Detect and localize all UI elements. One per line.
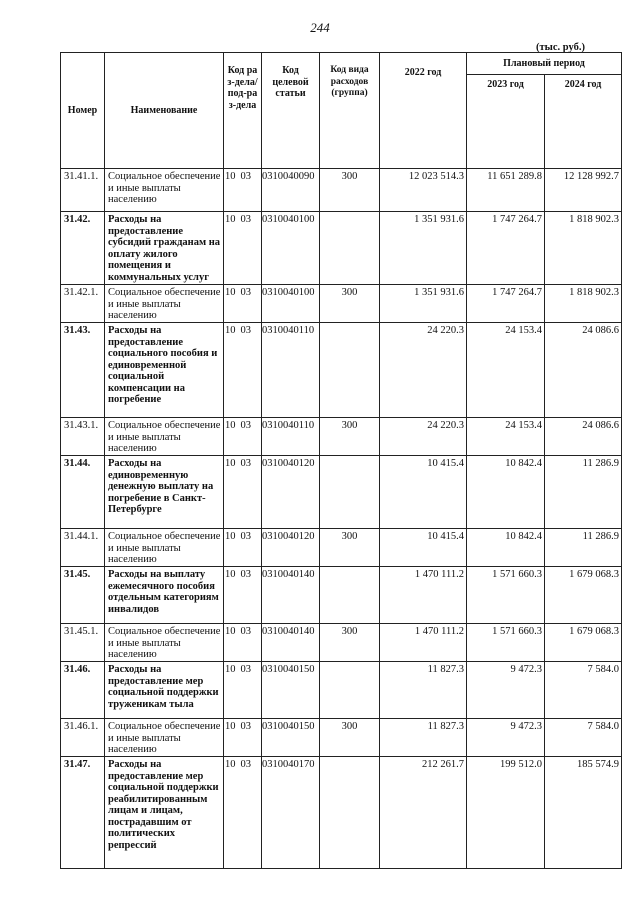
row-target-code: 0310040170	[262, 757, 320, 869]
row-value-2024: 7 584.0	[545, 662, 622, 719]
row-section-code: 10 03	[224, 529, 262, 567]
table-row	[61, 212, 622, 285]
row-section-code: 10 03	[224, 212, 262, 285]
row-expense-type: 300	[320, 529, 380, 567]
row-number: 31.45.	[61, 567, 105, 624]
row-section-code: 10 03	[224, 567, 262, 624]
row-value-2024: 24 086.6	[545, 418, 622, 456]
row-number: 31.41.1.	[61, 169, 105, 212]
row-value-2022: 11 827.3	[380, 719, 467, 757]
row-value-2022: 10 415.4	[380, 529, 467, 567]
row-value-2022: 1 351 931.6	[380, 285, 467, 323]
row-value-2022: 1 470 111.2	[380, 624, 467, 662]
row-value-2024: 11 286.9	[545, 529, 622, 567]
row-expense-type: 300	[320, 719, 380, 757]
row-value-2022: 1 351 931.6	[380, 212, 467, 285]
row-number: 31.45.1.	[61, 624, 105, 662]
row-target-code: 0310040150	[262, 719, 320, 757]
header-section: Код раз-дела/ под-раз-дела	[224, 53, 262, 169]
row-expense-type	[320, 212, 380, 285]
budget-table	[60, 52, 622, 869]
row-value-2024: 1 818 902.3	[545, 285, 622, 323]
table-row	[61, 529, 622, 567]
row-name: Расходы на предоставление мер социальной поддержки труженикам тыла	[105, 662, 224, 719]
row-number: 31.42.1.	[61, 285, 105, 323]
row-section-code: 10 03	[224, 285, 262, 323]
row-number: 31.47.	[61, 757, 105, 869]
header-2024: 2024 год	[545, 75, 622, 169]
header-2023: 2023 год	[467, 75, 545, 169]
header-target: Код целевой статьи	[262, 53, 320, 169]
row-name: Социальное обеспечение и иные выплаты населению	[105, 285, 224, 323]
row-number: 31.44.	[61, 456, 105, 529]
row-expense-type	[320, 456, 380, 529]
table-row	[61, 418, 622, 456]
row-value-2023: 1 747 264.7	[467, 212, 545, 285]
table-row	[61, 757, 622, 869]
row-value-2024: 1 679 068.3	[545, 567, 622, 624]
row-name: Расходы на предоставление социального пособия и единовременной социальной компенсации на погребение	[105, 323, 224, 418]
row-target-code: 0310040100	[262, 212, 320, 285]
row-number: 31.42.	[61, 212, 105, 285]
row-section-code: 10 03	[224, 662, 262, 719]
row-expense-type: 300	[320, 418, 380, 456]
row-section-code: 10 03	[224, 757, 262, 869]
table-row	[61, 169, 622, 212]
row-value-2023: 11 651 289.8	[467, 169, 545, 212]
header-number: Номер	[61, 53, 105, 169]
row-value-2024: 185 574.9	[545, 757, 622, 869]
row-target-code: 0310040090	[262, 169, 320, 212]
row-value-2023: 1 571 660.3	[467, 624, 545, 662]
row-expense-type: 300	[320, 285, 380, 323]
row-value-2023: 10 842.4	[467, 456, 545, 529]
row-value-2023: 1 747 264.7	[467, 285, 545, 323]
row-value-2024: 24 086.6	[545, 323, 622, 418]
row-value-2024: 12 128 992.7	[545, 169, 622, 212]
header-expense-type: Код вида расходов (группа)	[320, 53, 380, 169]
page-number: 244	[310, 20, 330, 35]
row-expense-type: 300	[320, 624, 380, 662]
row-value-2023: 199 512.0	[467, 757, 545, 869]
row-value-2023: 10 842.4	[467, 529, 545, 567]
row-value-2022: 12 023 514.3	[380, 169, 467, 212]
row-value-2023: 24 153.4	[467, 323, 545, 418]
row-value-2024: 1 818 902.3	[545, 212, 622, 285]
row-name: Социальное обеспечение и иные выплаты населению	[105, 719, 224, 757]
row-expense-type	[320, 662, 380, 719]
row-number: 31.46.1.	[61, 719, 105, 757]
row-value-2023: 24 153.4	[467, 418, 545, 456]
row-value-2023: 1 571 660.3	[467, 567, 545, 624]
row-target-code: 0310040150	[262, 662, 320, 719]
row-value-2023: 9 472.3	[467, 719, 545, 757]
row-name: Расходы на предоставление мер социальной поддержки реабилитированным лицам и лицам, пострадавшим от политических репрессий	[105, 757, 224, 869]
row-value-2022: 212 261.7	[380, 757, 467, 869]
table-row	[61, 285, 622, 323]
row-value-2022: 24 220.3	[380, 418, 467, 456]
table-row	[61, 323, 622, 418]
row-target-code: 0310040140	[262, 624, 320, 662]
table-row	[61, 719, 622, 757]
row-name: Расходы на предоставление субсидий гражданам на оплату жилого помещения и коммунальных услуг	[105, 212, 224, 285]
row-section-code: 10 03	[224, 456, 262, 529]
table-row	[61, 567, 622, 624]
row-expense-type: 300	[320, 169, 380, 212]
row-value-2024: 1 679 068.3	[545, 624, 622, 662]
row-section-code: 10 03	[224, 719, 262, 757]
row-number: 31.43.	[61, 323, 105, 418]
row-name: Расходы на единовременную денежную выплату на погребение в Санкт-Петербурге	[105, 456, 224, 529]
row-expense-type	[320, 323, 380, 418]
row-value-2022: 1 470 111.2	[380, 567, 467, 624]
row-value-2024: 11 286.9	[545, 456, 622, 529]
header-name: Наименование	[105, 53, 224, 169]
row-value-2022: 10 415.4	[380, 456, 467, 529]
table-row	[61, 624, 622, 662]
row-target-code: 0310040120	[262, 529, 320, 567]
row-target-code: 0310040140	[262, 567, 320, 624]
row-section-code: 10 03	[224, 418, 262, 456]
row-value-2023: 9 472.3	[467, 662, 545, 719]
header-planned-period: Плановый период	[467, 53, 622, 75]
row-name: Социальное обеспечение и иные выплаты населению	[105, 418, 224, 456]
row-name: Социальное обеспечение и иные выплаты населению	[105, 529, 224, 567]
row-name: Расходы на выплату ежемесячного пособия отдельным категориям инвалидов	[105, 567, 224, 624]
row-number: 31.43.1.	[61, 418, 105, 456]
row-number: 31.44.1.	[61, 529, 105, 567]
row-name: Социальное обеспечение и иные выплаты населению	[105, 169, 224, 212]
row-name: Социальное обеспечение и иные выплаты населению	[105, 624, 224, 662]
row-value-2022: 24 220.3	[380, 323, 467, 418]
row-section-code: 10 03	[224, 624, 262, 662]
row-target-code: 0310040100	[262, 285, 320, 323]
table-row	[61, 662, 622, 719]
row-expense-type	[320, 567, 380, 624]
row-value-2022: 11 827.3	[380, 662, 467, 719]
table-row	[61, 456, 622, 529]
row-expense-type	[320, 757, 380, 869]
header-2022: 2022 год	[380, 53, 467, 169]
row-target-code: 0310040120	[262, 456, 320, 529]
row-number: 31.46.	[61, 662, 105, 719]
row-value-2024: 7 584.0	[545, 719, 622, 757]
row-target-code: 0310040110	[262, 418, 320, 456]
units-label: (тыс. руб.)	[536, 42, 585, 53]
row-target-code: 0310040110	[262, 323, 320, 418]
row-section-code: 10 03	[224, 323, 262, 418]
row-section-code: 10 03	[224, 169, 262, 212]
